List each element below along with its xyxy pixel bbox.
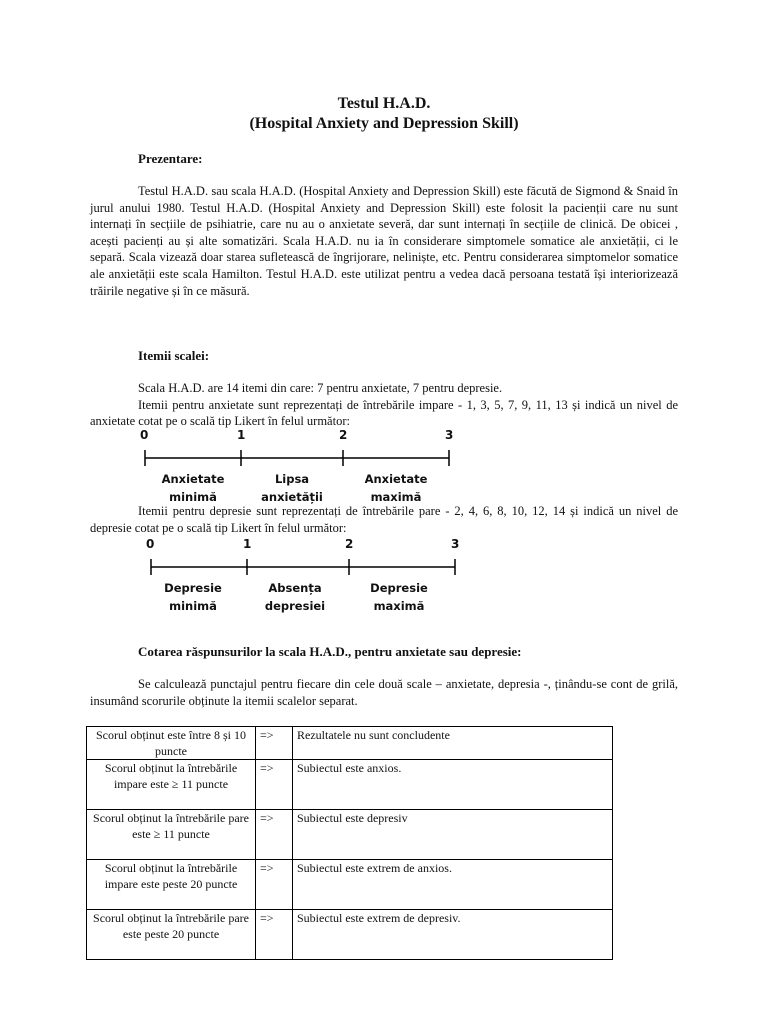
scale-tick-label: 3 <box>451 537 460 551</box>
paragraph: Itemii pentru anxietate sunt reprezentați de întrebările impare - 1, 3, 5, 7, 9, 11, 13 și indică un nivel de anxietate cotat pe o scală tip Likert în felul următor: <box>90 397 678 429</box>
section-text-prezentare <box>90 183 678 299</box>
section-heading-prezentare: Prezentare: <box>138 151 203 166</box>
paragraph: Se calculează punctajul pentru fiecare din cele două scale – anxietate, depresia -, ținându-se cont de grilă, insumând scorurile obținute la itemii scalelor separat. <box>90 677 678 708</box>
scale-tick-label: 0 <box>146 537 155 551</box>
section-text-cotarea <box>90 676 678 709</box>
table-cell-arrow: => <box>256 727 293 760</box>
scale-label-line: Depresie <box>370 581 428 595</box>
table-row <box>87 860 613 910</box>
scale-tick-label: 1 <box>237 428 246 442</box>
scale-label-line: minimă <box>169 599 217 613</box>
scale-label-neutral <box>237 470 347 506</box>
table-cell-score: Scorul obținut este între 8 și 10 puncte <box>87 727 256 760</box>
scale-label-maximum <box>341 470 451 506</box>
table-row <box>87 727 613 760</box>
scale-label-line: maximă <box>373 599 425 613</box>
scale-label-line: Absența <box>268 581 322 595</box>
table-row <box>87 810 613 860</box>
scale-label-line: Lipsa <box>274 472 310 486</box>
scale-tick-label: 2 <box>339 428 348 442</box>
table-row <box>87 910 613 960</box>
section-heading-itemii: Itemii scalei: <box>138 348 210 363</box>
results-table <box>86 726 613 960</box>
table-cell-result: Subiectul este extrem de depresiv. <box>293 910 613 960</box>
table-cell-arrow: => <box>256 810 293 860</box>
table-cell-arrow: => <box>256 760 293 810</box>
scale-label-maximum <box>344 579 454 615</box>
scale-tick-label: 2 <box>345 537 354 551</box>
scale-label-minimum <box>138 579 248 615</box>
scale-label-line: minimă <box>169 490 217 504</box>
scale-tick-label: 0 <box>140 428 149 442</box>
scale-label-line: depresiei <box>264 599 326 613</box>
paragraph: Itemii pentru depresie sunt reprezentați de întrebările pare - 2, 4, 6, 8, 10, 12, 14 și indică un nivel de depresie cotat pe o scală tip Likert în felul următor: <box>90 504 678 535</box>
likert-scale-anxiety <box>140 428 460 508</box>
likert-scale-depression <box>146 537 466 617</box>
scale-label-line: maximă <box>370 490 422 504</box>
table-cell-arrow: => <box>256 910 293 960</box>
table-cell-score: Scorul obținut la întrebările impare este peste 20 puncte <box>87 860 256 910</box>
scale-label-line: Depresie <box>164 581 222 595</box>
table-cell-score: Scorul obținut la întrebările pare este peste 20 puncte <box>87 910 256 960</box>
scale-label-line: anxietății <box>261 490 323 504</box>
section-text-itemii-2 <box>90 503 678 536</box>
scale-label-line: Anxietate <box>161 472 225 486</box>
scale-label-line: Anxietate <box>364 472 428 486</box>
scale-axis-line <box>140 446 460 470</box>
section-text-itemii-1 <box>90 380 678 430</box>
scale-label-neutral <box>240 579 350 615</box>
scale-tick-label: 3 <box>445 428 454 442</box>
paragraph: Testul H.A.D. sau scala H.A.D. (Hospital Anxiety and Depression Skill) este făcută de Sigmond & Snaid în jurul anului 1980. Testul H.A.D. (Hospital Anxiety and Depression Skill) este folosit la pacienții care nu sunt internați în secțiile de psihiatrie, care nu au o anxietate severă, dar sunt internați în secțiile de clinică. De obicei , acești pacienți au și alte somatizări. Scala H.A.D. nu ia în considerare simptomele somatice ale anxietății, ci le separă. Scala vizează doar starea sufletească de îngrijorare, neliniște, etc. Pentru considerarea simptomelor somatice ale anxietății este scala Hamilton. Testul H.A.D. este utilizat pentru a vedea dacă persoana testată își interiorizează trăirile negative și în ce măsură. <box>90 184 678 298</box>
table-cell-score: Scorul obținut la întrebările impare este ≥ 11 puncte <box>87 760 256 810</box>
document-title: Testul H.A.D. <box>337 95 431 112</box>
scale-axis-line <box>146 555 466 579</box>
table-cell-result: Subiectul este depresiv <box>293 810 613 860</box>
section-heading-cotarea: Cotarea răspunsurilor la scala H.A.D., pentru anxietate sau depresie: <box>138 644 522 659</box>
table-cell-score: Scorul obținut la întrebările pare este ≥ 11 puncte <box>87 810 256 860</box>
table-cell-result: Subiectul este extrem de anxios. <box>293 860 613 910</box>
scale-label-minimum <box>138 470 248 506</box>
paragraph: Scala H.A.D. are 14 itemi din care: 7 pentru anxietate, 7 pentru depresie. <box>138 381 503 395</box>
document-subtitle: (Hospital Anxiety and Depression Skill) <box>249 115 519 132</box>
table-row <box>87 760 613 810</box>
scale-tick-label: 1 <box>243 537 252 551</box>
table-cell-result: Subiectul este anxios. <box>293 760 613 810</box>
table-cell-arrow: => <box>256 860 293 910</box>
table-cell-result: Rezultatele nu sunt concludente <box>293 727 613 760</box>
